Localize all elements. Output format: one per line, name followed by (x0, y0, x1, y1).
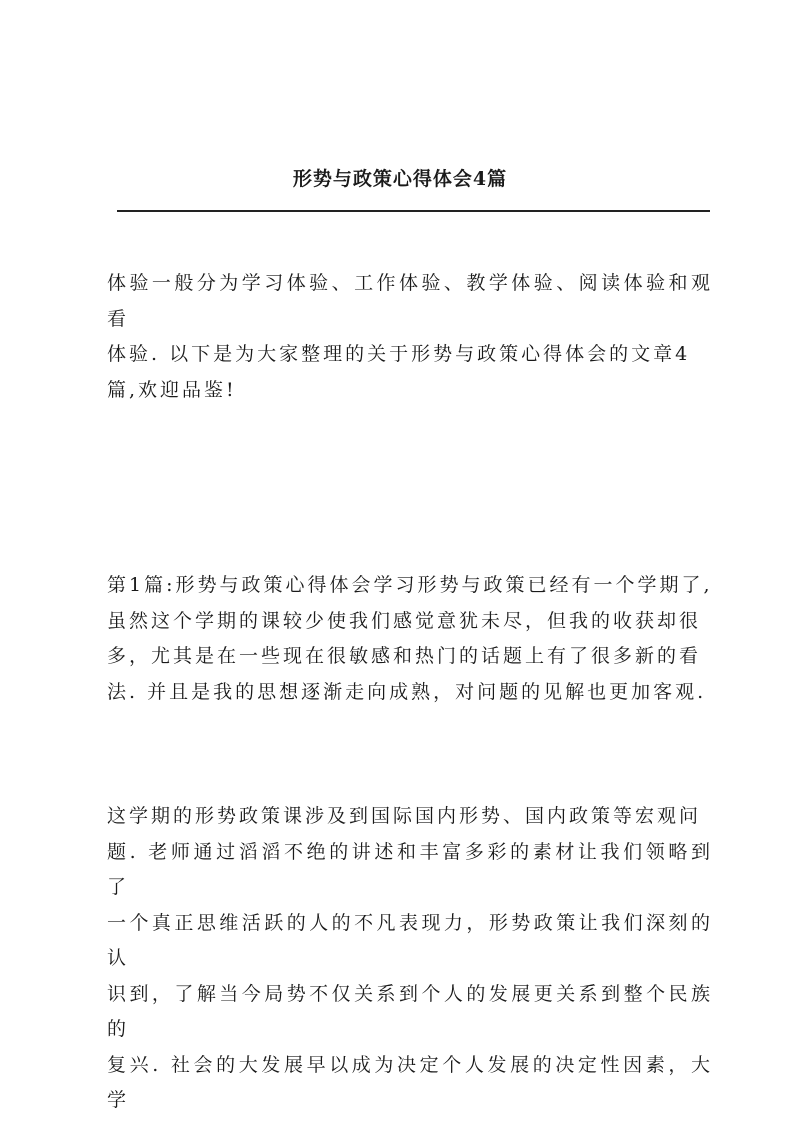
article-1-paragraph-1: 第1篇:形势与政策心得体会学习形势与政策已经有一个学期了, 虽然这个学期的课较少使我们感觉意犹未尽，但我的收获却很 多，尤其是在一些现在很敏感和热门的话题上有了很多新的看 法. 并且是我的思想逐渐走向成熟，对问题的见解也更加客观. (107, 574, 713, 703)
document-title: 形势与政策心得体会4篇 (292, 168, 508, 190)
article-1-paragraph-2: 这学期的形势政策课涉及到国际国内形势、国内政策等宏观问 题. 老师通过滔滔不绝的讲述和丰富多彩的素材让我们领略到了 一个真正思维活跃的人的不凡表现力，形势政策让我们深刻的认 识到，了解当今局势不仅关系到个人的发展更关系到整个民族的 复兴. 社会的大发展早以成为决定个人发展的决定性因素，大学 (107, 805, 713, 1111)
intro-paragraph: 体验一般分为学习体验、工作体验、教学体验、阅读体验和观看 体验. 以下是为大家整理的关于形势与政策心得体会的文章4 篇,欢迎品鉴! (107, 272, 713, 401)
title-underline (117, 210, 710, 212)
